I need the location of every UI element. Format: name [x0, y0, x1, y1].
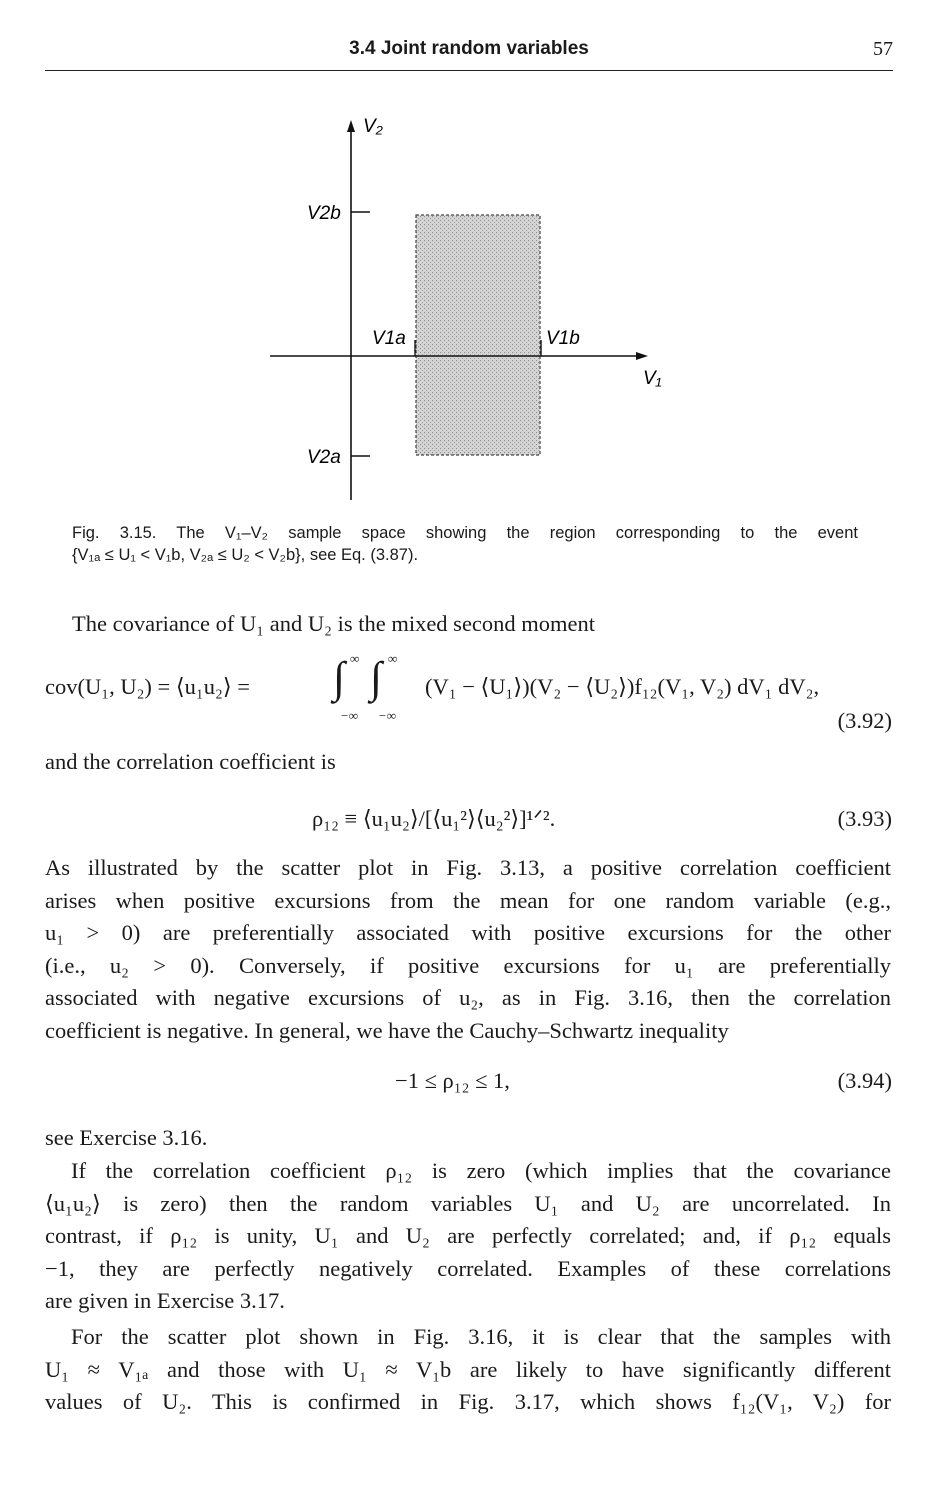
- figure-caption: [72, 522, 858, 566]
- page-number: 57: [873, 38, 893, 60]
- label-v2: V₂: [363, 116, 383, 137]
- line: associated with negative excursions of u₂, as in Fig. 3.16, then the correlation: [45, 985, 891, 1010]
- line: are given in Exercise 3.17.: [45, 1288, 285, 1313]
- eq-3-92-integrand: (V₁ − ⟨U₁⟩)(V₂ − ⟨U₂⟩)f₁₂(V₁, V₂) dV₁ dV₂,: [425, 674, 820, 699]
- caption-line-2: {V₁ₐ ≤ U₁ < V₁b, V₂ₐ ≤ U₂ < V₂b}, see Eq. (3.87).: [72, 546, 419, 564]
- v1-arrowhead: [636, 352, 648, 360]
- eq-3-94: −1 ≤ ρ₁₂ ≤ 1,: [395, 1068, 510, 1093]
- int1-lower: −∞: [340, 708, 359, 723]
- paragraph-see-exercise: see Exercise 3.16.: [45, 1125, 208, 1150]
- label-v1b: V1b: [546, 328, 580, 349]
- line: values of U₂. This is confirmed in Fig. 3.17, which shows f₁₂(V₁, V₂) for: [45, 1389, 891, 1414]
- line: ⟨u₁u₂⟩ is zero) then the random variables U₁ and U₂ are uncorrelated. In: [45, 1190, 891, 1216]
- line: −1, they are perfectly negatively correlated. Examples of these correlations: [45, 1255, 891, 1281]
- v2-arrowhead: [347, 120, 355, 132]
- line: arises when positive excursions from the mean for one random variable (e.g.,: [45, 887, 891, 913]
- caption-line-1: Fig. 3.15. The V₁–V₂ sample space showing the region corresponding to the event: [72, 524, 858, 542]
- integral-sign-1: ∫: [333, 653, 346, 702]
- figure-3-15: [0, 0, 934, 520]
- integral-sign-2: ∫: [370, 653, 383, 702]
- paragraph-scatter: [45, 852, 891, 1047]
- eq-3-92-number: (3.92): [837, 708, 892, 733]
- line: If the correlation coefficient ρ₁₂ is zero (which implies that the covariance: [71, 1158, 891, 1183]
- paragraph-uncorrelated: [45, 1155, 891, 1318]
- line: u₁ > 0) are preferentially associated with positive excursions for the other: [45, 920, 891, 945]
- int1-upper: ∞: [350, 651, 360, 666]
- paragraph-correlation: and the correlation coefficient is: [45, 749, 336, 774]
- paragraph-covariance: The covariance of U₁ and U₂ is the mixed second moment: [72, 611, 596, 636]
- eq-3-93-number: (3.93): [837, 806, 892, 831]
- line: (i.e., u₂ > 0). Conversely, if positive excursions for u₁ are preferentially: [45, 952, 891, 978]
- eq-3-92-lhs: cov(U₁, U₂) = ⟨u₁u₂⟩ =: [45, 674, 250, 699]
- label-v1: V₁: [643, 368, 662, 389]
- paragraph-scatter-fig-3-16: [45, 1321, 891, 1419]
- event-region: [416, 215, 540, 455]
- label-v1a: V1a: [372, 328, 406, 349]
- line: U₁ ≈ V₁ₐ and those with U₁ ≈ V₁b are likely to have significantly different: [45, 1356, 891, 1382]
- int2-upper: ∞: [388, 651, 398, 666]
- label-v2b: V2b: [307, 203, 341, 224]
- eq-3-93: ρ₁₂ ≡ ⟨u₁u₂⟩/[⟨u₁²⟩⟨u₂²⟩]¹ᐟ².: [312, 806, 556, 831]
- line: As illustrated by the scatter plot in Fig. 3.13, a positive correlation coefficient: [45, 855, 891, 880]
- section-title: 3.4 Joint random variables: [349, 38, 589, 59]
- eq-3-94-number: (3.94): [837, 1068, 892, 1093]
- line: contrast, if ρ₁₂ is unity, U₁ and U₂ are perfectly correlated; and, if ρ₁₂ equals: [45, 1223, 891, 1248]
- line: For the scatter plot shown in Fig. 3.16, it is clear that the samples with: [71, 1324, 891, 1349]
- label-v2a: V2a: [307, 447, 341, 468]
- line: coefficient is negative. In general, we have the Cauchy–Schwartz inequality: [45, 1017, 729, 1043]
- int2-lower: −∞: [378, 708, 397, 723]
